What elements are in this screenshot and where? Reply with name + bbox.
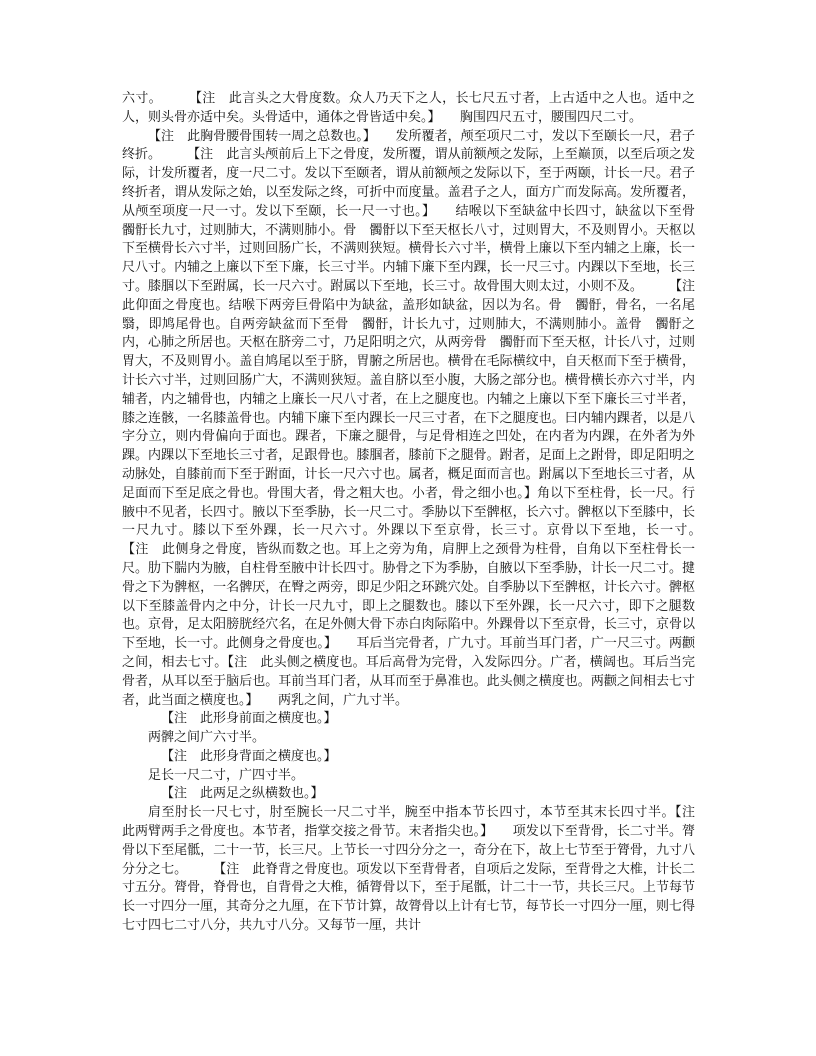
paragraph: 【注 此胸骨腰骨围转一周之总数也。】 发所覆者，颅至项尺二寸，发以下至颐长一尺，君子终折。 【注 此言头颅前后上下之骨度，发所覆，谓从前额颅之发际，上至巅顶，以至后项之发际，计发所覆者，度一尺二寸。发以下至颐者，谓从前额颅之发际以下，至于两颐，计长一尺。君子终折者，谓从发际之始，以至发际之终，可折中而度量。盖君子之人，面方广而发际高。发所覆者，从颅至项度一尺一寸。发以下至颐，长一尺一寸也。】 结喉以下至缺盆中长四寸，缺盆以下至骨 髑骬长九寸，过则肺大，不满则肺小。骨 髑骬以下至天枢长八寸，过则胃大，不及则胃小。天枢以下至横骨长六寸半，过则回肠广长，不满则狭短。横骨长六寸半，横骨上廉以下至内辅之上廉，长一尺八寸。内辅之上廉以下至下廉，长三寸半。内辅下廉下至内踝，长一尺三寸。内踝以下至地，长三寸。膝腘以下至跗属，长一尺六寸。跗属以下至地，长三寸。故骨围大则太过，小则不及。 【注 此仰面之骨度也。结喉下两旁巨骨陷中为缺盆，盖形如缺盆，因以为名。骨 髑骬，骨名，一名尾翳，即鸠尾骨也。自两旁缺盆而下至骨 髑骬，计长九寸，过则肺大，不满则肺小。盖骨 髑骬之内，心肺之所居也。天枢在脐旁二寸，乃足阳明之穴，从两旁骨 髑骬而下至天枢，计长八寸，过则胃大，不及则胃小。盖自鸠尾以至于脐，胃腑之所居也。横骨在毛际横纹中，自天枢而下至于横骨，计长六寸半，过则回肠广大，不满则狭短。盖自脐以至小腹，大肠之部分也。横骨横长亦六寸半，内辅者，内之辅骨也，内辅之上廉长一尺八寸者，在上之腿度也。内辅之上廉以下至下廉长三寸半者，膝之连骸，一名膝盖骨也。内辅下廉下至内踝长一尺三寸者，在下之腿度也。曰内辅内踝者，以是八字分立，则内骨偏向于面也。踝者，下廉之腿骨，与足骨相连之凹处，在内者为内踝，在外者为外踝。内踝以下至地长三寸者，足跟骨也。膝腘者，膝前下之腿骨。跗者，足面上之跗骨，即足阳明之动脉处，自膝前而下至于跗面，计长一尺六寸也。属者，概足面而言也。跗属以下至地长三寸者，从足面而下至足底之骨也。骨围大者，骨之粗大也。小者，骨之细小也。】角以下至柱骨，长一尺。行腋中不见者，长四寸。腋以下至季胁，长一尺二寸。季胁以下至髀枢，长六寸。髀枢以下至膝中，长一尺九寸。膝以下至外踝，长一尺六寸。外踝以下至京骨，长三寸。京骨以下至地，长一寸。 【注 此侧身之骨度，皆纵而数之也。耳上之旁为角，肩胛上之颈骨为柱骨，自角以下至柱骨长一尺。肋下腨内为腋，自柱骨至腋中计长四寸。胁骨之下为季胁，自腋以下至季胁，计长一尺二寸。揵骨之下为髀枢，一名髀厌，在臀之两旁，即足少阳之环跳穴处。自季胁以下至髀枢，计长六寸。髀枢以下至膝盖骨内之中分，计长一尺九寸，即上之腿数也。膝以下至外踝，长一尺六寸，即下之腿数也。京骨，足太阳膀胱经穴名，在足外侧大骨下赤白肉际陷中。外踝骨以下至京骨，长三寸，京骨以下至地，长一寸。此侧身之骨度也。】 耳后当完骨者，广九寸。耳前当耳门者，广一尺三寸。两颧之间，相去七寸。【注 此头侧之横度也。耳后高骨为完骨，入发际四分。广者，横阔也。耳后当完骨者，从耳以至于脑后也。耳前当耳门者，从耳而至于鼻准也。此头侧之横度也。两颧之间相去七寸者，此当面之横度也。】 两乳之间，广九寸半。 xyxy=(122,128,735,708)
paragraph: 两髀之间广六寸半。 xyxy=(148,730,266,746)
annotation-line: 【注 此两足之纵横数也。】 xyxy=(161,786,324,802)
annotation-line: 【注 此形身背面之横度也。】 xyxy=(161,748,337,764)
paragraph: 六寸。 【注 此言头之大骨度数。众人乃天下之人，长七尺五寸者，上古适中之人也。适中之人，则头骨亦适中矣。头骨适中，通体之骨皆适中矣。】 胸围四尺五寸，腰围四尺二寸。 xyxy=(122,91,695,125)
annotation-line: 【注 此形身前面之横度也。】 xyxy=(161,711,337,727)
paragraph: 足长一尺二寸，广四寸半。 xyxy=(148,767,305,783)
paragraph: 肩至肘长一尺七寸，肘至腕长一尺二寸半，腕至中指本节长四寸，本节至其末长四寸半。【注 此两臂两手之骨度也。本节者，指掌交接之骨节。末者指尖也。】 项发以下至背骨，长二寸半。膂骨以下至尾骶，二十一节，长三尺。上节长一寸四分分之一，奇分在下，故上七节至于膂骨，九寸八分分之七。 【注 此脊背之骨度也。项发以下至背骨者，自项后之发际，至背骨之大椎，计长二寸五分。膂骨，脊骨也，自背骨之大椎，循膂骨以下，至于尾骶，计二十一节，共长三尺。上节每节长一寸四分一厘，其奇分之九厘，在下节计算，故膂骨以上计有七节，每节长一寸四分一厘，则七得七寸四七二寸八分，共九寸八分。又每节一厘，共计 xyxy=(122,805,709,934)
